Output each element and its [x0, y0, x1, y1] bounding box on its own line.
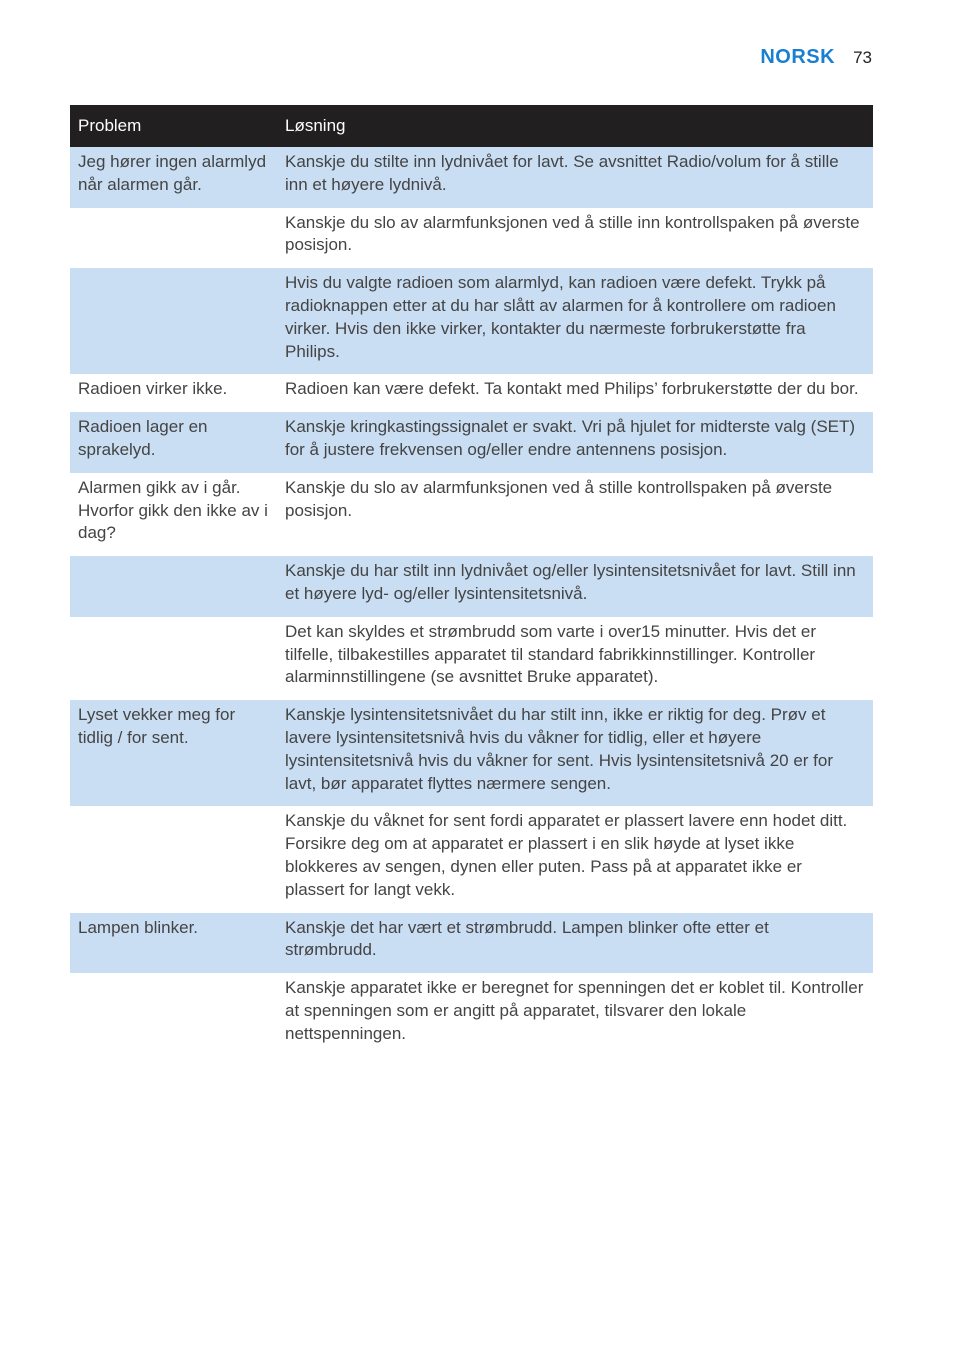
solution-cell: Kanskje du har stilt inn lydnivået og/eller lysintensitetsnivået for lavt. Still inn et høyere lyd- og/eller lysintensitetsnivå. [277, 556, 873, 617]
solution-cell: Kanskje du slo av alarmfunksjonen ved å stille kontrollspaken på øverste posisjon. [285, 477, 833, 520]
solution-cell: Kanskje kringkastingssignalet er svakt. Vri på hjulet for midterste valg (SET) for å justere frekvensen og/eller endre antennens posisjon. [277, 412, 873, 473]
solution-cell: Kanskje du våknet for sent fordi apparatet er plassert lavere enn hodet ditt. Forsikre deg om at apparatet er plassert i en slik høyde at lyset ikke blokkeres av sengen, dynen eller puten. Pass på at apparatet ikke er plassert for langt vekk. [285, 811, 848, 899]
problem-cell: Lampen blinker. [70, 913, 277, 974]
table-row [70, 412, 873, 473]
problem-cell: Alarmen gikk av i går. Hvorfor gikk den ikke av i dag? [78, 477, 268, 543]
table-row [70, 268, 873, 374]
table-row [70, 973, 873, 1056]
solution-cell: Kanskje apparatet ikke er beregnet for spenningen det er koblet til. Kontroller at spenningen som er angitt på apparatet, tilsvarer den lokale nettspenningen. [285, 978, 864, 1043]
solution-cell: Kanskje du slo av alarmfunksjonen ved å stille inn kontrollspaken på øverste posisjon. [285, 212, 860, 255]
table-header-row [70, 105, 873, 147]
table-row [70, 617, 873, 700]
column-header-problem: Problem [70, 105, 277, 147]
table-row [70, 913, 873, 974]
solution-cell: Kanskje du stilte inn lydnivået for lavt. Se avsnittet Radio/volum for å stille inn et høyere lydnivå. [277, 147, 873, 208]
solution-cell: Hvis du valgte radioen som alarmlyd, kan radioen være defekt. Trykk på radioknappen etter at du har slått av alarmen for å kontrollere om radioen virker. Hvis den ikke virker, kontakter du nærmeste forbrukerstøtte fra Philips. [277, 268, 873, 374]
problem-cell: Radioen virker ikke. [78, 379, 228, 399]
problem-cell: Jeg hører ingen alarmlyd når alarmen går. [70, 147, 277, 208]
table-row [70, 806, 873, 912]
troubleshooting-table [70, 105, 873, 1057]
solution-cell: Radioen kan være defekt. Ta kontakt med Philips’ forbrukerstøtte der du bor. [285, 379, 859, 399]
page-header [760, 46, 872, 69]
solution-cell: Kanskje lysintensitetsnivået du har stilt inn, ikke er riktig for deg. Prøv et lavere lysintensitetsnivå hvis du våkner for tidlig, eller et høyere lysintensitetsnivå hvis du våkner for sent. Hvis lysintensitetsnivå 20 er for lavt, bør apparatet flyttes nærmere sengen. [277, 700, 873, 806]
problem-cell [70, 556, 277, 617]
problem-cell [70, 617, 277, 700]
problem-cell [70, 208, 277, 269]
column-header-solution: Løsning [277, 105, 873, 147]
table-row [70, 374, 873, 412]
problem-cell [70, 973, 277, 1056]
table-row [70, 700, 873, 806]
problem-cell [70, 806, 277, 912]
language-label: NORSK [760, 46, 836, 68]
problem-cell: Lyset vekker meg for tidlig / for sent. [70, 700, 277, 806]
table-row [70, 208, 873, 269]
solution-cell: Kanskje det har vært et strømbrudd. Lampen blinker ofte etter et strømbrudd. [277, 913, 873, 974]
solution-cell: Det kan skyldes et strømbrudd som varte i over15 minutter. Hvis det er tilfelle, tilbakestilles apparatet til standard fabrikkinnstillinger. Kontroller alarminnstillingene (se avsnittet Bruke apparatet). [285, 621, 816, 687]
table-row [70, 473, 873, 556]
table-body [70, 147, 873, 1057]
table-row [70, 147, 873, 208]
problem-cell: Radioen lager en sprakelyd. [70, 412, 277, 473]
problem-cell [70, 268, 277, 374]
table-row [70, 556, 873, 617]
page-number: 73 [853, 48, 872, 67]
